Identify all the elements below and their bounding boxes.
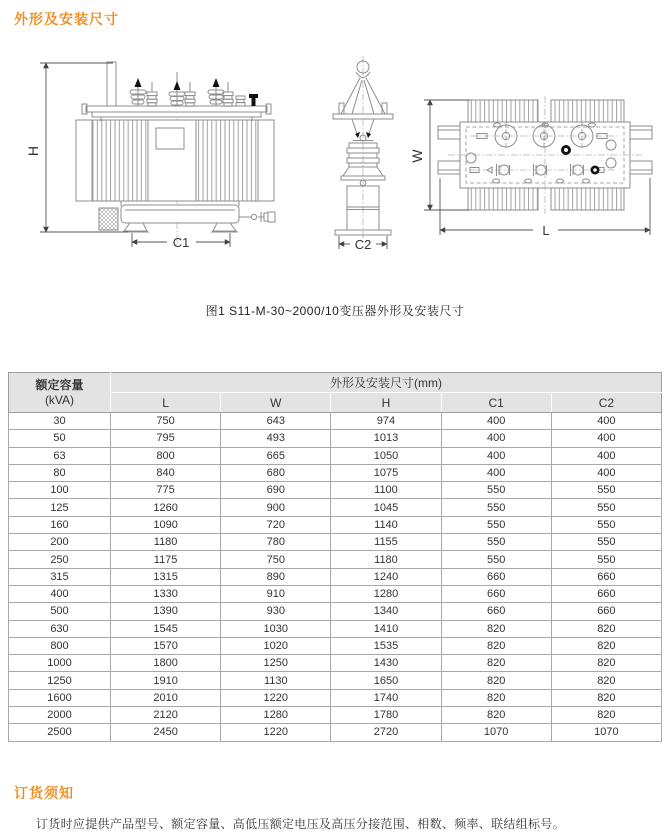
dimension-cell: 1220	[221, 689, 331, 706]
table-row	[9, 464, 662, 481]
header-col-c1: C1	[441, 393, 551, 413]
header-col-h: H	[331, 393, 441, 413]
table-row	[9, 585, 662, 602]
dimension-cell: 1090	[111, 516, 221, 533]
hv-bushings	[130, 72, 224, 106]
dimension-cell: 1315	[111, 568, 221, 585]
dimension-cell: 660	[551, 603, 661, 620]
dimension-cell: 400	[441, 413, 551, 430]
dimension-cell: 1020	[221, 637, 331, 654]
dimension-cell: 1410	[331, 620, 441, 637]
table-row	[9, 707, 662, 724]
table-row	[9, 724, 662, 741]
dimension-cell: 1240	[331, 568, 441, 585]
capacity-cell: 2000	[9, 707, 111, 724]
capacity-cell: 63	[9, 447, 111, 464]
dimension-cell: 1013	[331, 430, 441, 447]
dimension-cell: 1030	[221, 620, 331, 637]
ordering-note: 订货时应提供产品型号、额定容量、高低压额定电压及高压分接范围、相数、频率、联结组标号。	[36, 817, 565, 831]
dimension-cell: 820	[551, 620, 661, 637]
section-title-dimensions: 外形及安装尺寸	[14, 11, 119, 27]
dimension-cell: 1155	[331, 534, 441, 551]
dimension-cell: 1430	[331, 655, 441, 672]
dimension-cell: 820	[551, 655, 661, 672]
dimension-cell: 750	[111, 413, 221, 430]
lv-bushings	[147, 82, 245, 106]
dimension-cell: 2450	[111, 724, 221, 741]
dimension-cell: 775	[111, 482, 221, 499]
table-row	[9, 499, 662, 516]
table-row	[9, 534, 662, 551]
dimension-cell: 550	[441, 534, 551, 551]
dimension-cell: 1650	[331, 672, 441, 689]
dimension-cell: 1545	[111, 620, 221, 637]
dimension-cell: 820	[551, 672, 661, 689]
dimension-cell: 660	[441, 568, 551, 585]
dimension-cell: 1740	[331, 689, 441, 706]
dimension-cell: 550	[441, 482, 551, 499]
dimension-cell: 400	[551, 464, 661, 481]
dimension-cell: 910	[221, 585, 331, 602]
dimension-cell: 820	[551, 637, 661, 654]
dimension-cell: 493	[221, 430, 331, 447]
dimension-cell: 1100	[331, 482, 441, 499]
capacity-cell: 1250	[9, 672, 111, 689]
dimension-cell: 643	[221, 413, 331, 430]
dimension-cell: 550	[551, 482, 661, 499]
dimension-cell: 1535	[331, 637, 441, 654]
dimension-cell: 550	[551, 516, 661, 533]
capacity-cell: 100	[9, 482, 111, 499]
capacity-cell: 200	[9, 534, 111, 551]
dimension-cell: 1340	[331, 603, 441, 620]
dimension-cell: 820	[441, 689, 551, 706]
section-title-ordering: 订货须知	[14, 785, 74, 801]
dimension-cell: 795	[111, 430, 221, 447]
header-capacity-line2: (kVA)	[44, 392, 75, 407]
capacity-cell: 30	[9, 413, 111, 430]
dimension-cell: 2720	[331, 724, 441, 741]
dimension-cell: 1075	[331, 464, 441, 481]
header-capacity-line1: 额定容量	[35, 377, 84, 392]
dimension-cell: 1045	[331, 499, 441, 516]
dim-label-w: W	[409, 149, 425, 163]
dimension-cell: 665	[221, 447, 331, 464]
dimension-cell: 400	[551, 430, 661, 447]
dimension-cell: 1390	[111, 603, 221, 620]
header-col-l: L	[111, 393, 221, 413]
dimension-cell: 820	[441, 707, 551, 724]
table-row	[9, 447, 662, 464]
dimension-cell: 400	[551, 447, 661, 464]
dimension-cell: 690	[221, 482, 331, 499]
dimension-cell: 780	[221, 534, 331, 551]
table-row	[9, 482, 662, 499]
dimension-cell: 400	[551, 413, 661, 430]
table-body	[9, 413, 662, 742]
dimension-cell: 1910	[111, 672, 221, 689]
dimension-cell: 1050	[331, 447, 441, 464]
table-row	[9, 672, 662, 689]
capacity-cell: 630	[9, 620, 111, 637]
dimension-cell: 550	[551, 499, 661, 516]
capacity-cell: 800	[9, 637, 111, 654]
top-view	[438, 96, 652, 214]
table-row	[9, 413, 662, 430]
capacity-cell: 500	[9, 603, 111, 620]
dimension-cell: 1260	[111, 499, 221, 516]
dimension-cell: 680	[221, 464, 331, 481]
dim-label-c2: C2	[354, 237, 372, 252]
dimension-cell: 1800	[111, 655, 221, 672]
table-row	[9, 568, 662, 585]
dimension-cell: 2120	[111, 707, 221, 724]
header-capacity	[9, 373, 111, 413]
capacity-cell: 250	[9, 551, 111, 568]
capacity-cell: 400	[9, 585, 111, 602]
header-col-c2: C2	[551, 393, 661, 413]
dimension-cell: 900	[221, 499, 331, 516]
dim-label-l: L	[542, 223, 550, 238]
dimension-cell: 550	[441, 516, 551, 533]
dimension-cell: 1780	[331, 707, 441, 724]
dimension-cell: 550	[441, 551, 551, 568]
dimension-cell: 1175	[111, 551, 221, 568]
table-row	[9, 603, 662, 620]
dimension-cell: 1250	[221, 655, 331, 672]
table-row	[9, 516, 662, 533]
dim-label-c1: C1	[172, 235, 190, 250]
dimension-cell: 820	[441, 655, 551, 672]
dimension-cell: 840	[111, 464, 221, 481]
table-row	[9, 620, 662, 637]
capacity-cell: 2500	[9, 724, 111, 741]
dimension-cell: 820	[441, 672, 551, 689]
capacity-cell: 80	[9, 464, 111, 481]
dimension-cell: 1140	[331, 516, 441, 533]
side-view	[333, 56, 393, 240]
capacity-cell: 160	[9, 516, 111, 533]
dimension-cell: 660	[551, 585, 661, 602]
dimension-cell: 930	[221, 603, 331, 620]
dimension-cell: 1180	[111, 534, 221, 551]
transformer-drawing	[0, 50, 670, 265]
dimension-cell: 660	[551, 568, 661, 585]
dimension-cell: 800	[111, 447, 221, 464]
table-row	[9, 430, 662, 447]
header-dims-group: 外形及安装尺寸(mm)	[111, 373, 662, 393]
dimension-cell: 1330	[111, 585, 221, 602]
dimension-cell: 820	[441, 637, 551, 654]
dimension-cell: 2010	[111, 689, 221, 706]
dimension-cell: 400	[441, 464, 551, 481]
dimension-cell: 820	[441, 620, 551, 637]
capacity-cell: 125	[9, 499, 111, 516]
capacity-cell: 1600	[9, 689, 111, 706]
dimension-cell: 400	[441, 447, 551, 464]
dimension-cell: 400	[441, 430, 551, 447]
dimension-cell: 720	[221, 516, 331, 533]
table-row	[9, 551, 662, 568]
dimension-cell: 890	[221, 568, 331, 585]
dimension-cell: 1070	[441, 724, 551, 741]
header-col-w: W	[221, 393, 331, 413]
dimension-cell: 1180	[331, 551, 441, 568]
dimension-cell: 550	[551, 551, 661, 568]
dimension-cell: 750	[221, 551, 331, 568]
dimension-cell: 550	[551, 534, 661, 551]
front-view	[76, 62, 275, 246]
dimension-cell: 1220	[221, 724, 331, 741]
dimension-cell: 974	[331, 413, 441, 430]
figure-caption: 图1 S11-M-30~2000/10变压器外形及安装尺寸	[205, 304, 465, 318]
dimension-cell: 1130	[221, 672, 331, 689]
dimension-cell: 820	[551, 707, 661, 724]
dimension-cell: 1070	[551, 724, 661, 741]
dimension-cell: 550	[441, 499, 551, 516]
capacity-cell: 50	[9, 430, 111, 447]
dimension-cell: 1570	[111, 637, 221, 654]
table-row	[9, 655, 662, 672]
capacity-cell: 315	[9, 568, 111, 585]
table-header	[9, 373, 662, 413]
dimension-cell: 660	[441, 603, 551, 620]
dimension-cell: 660	[441, 585, 551, 602]
dimension-cell: 1280	[221, 707, 331, 724]
dimension-cell: 820	[551, 689, 661, 706]
table-row	[9, 637, 662, 654]
dimension-cell: 1280	[331, 585, 441, 602]
thermometer-knob	[249, 94, 258, 106]
table-row	[9, 689, 662, 706]
capacity-cell: 1000	[9, 655, 111, 672]
dim-label-h: H	[25, 145, 41, 157]
dimensions-table	[8, 372, 662, 742]
